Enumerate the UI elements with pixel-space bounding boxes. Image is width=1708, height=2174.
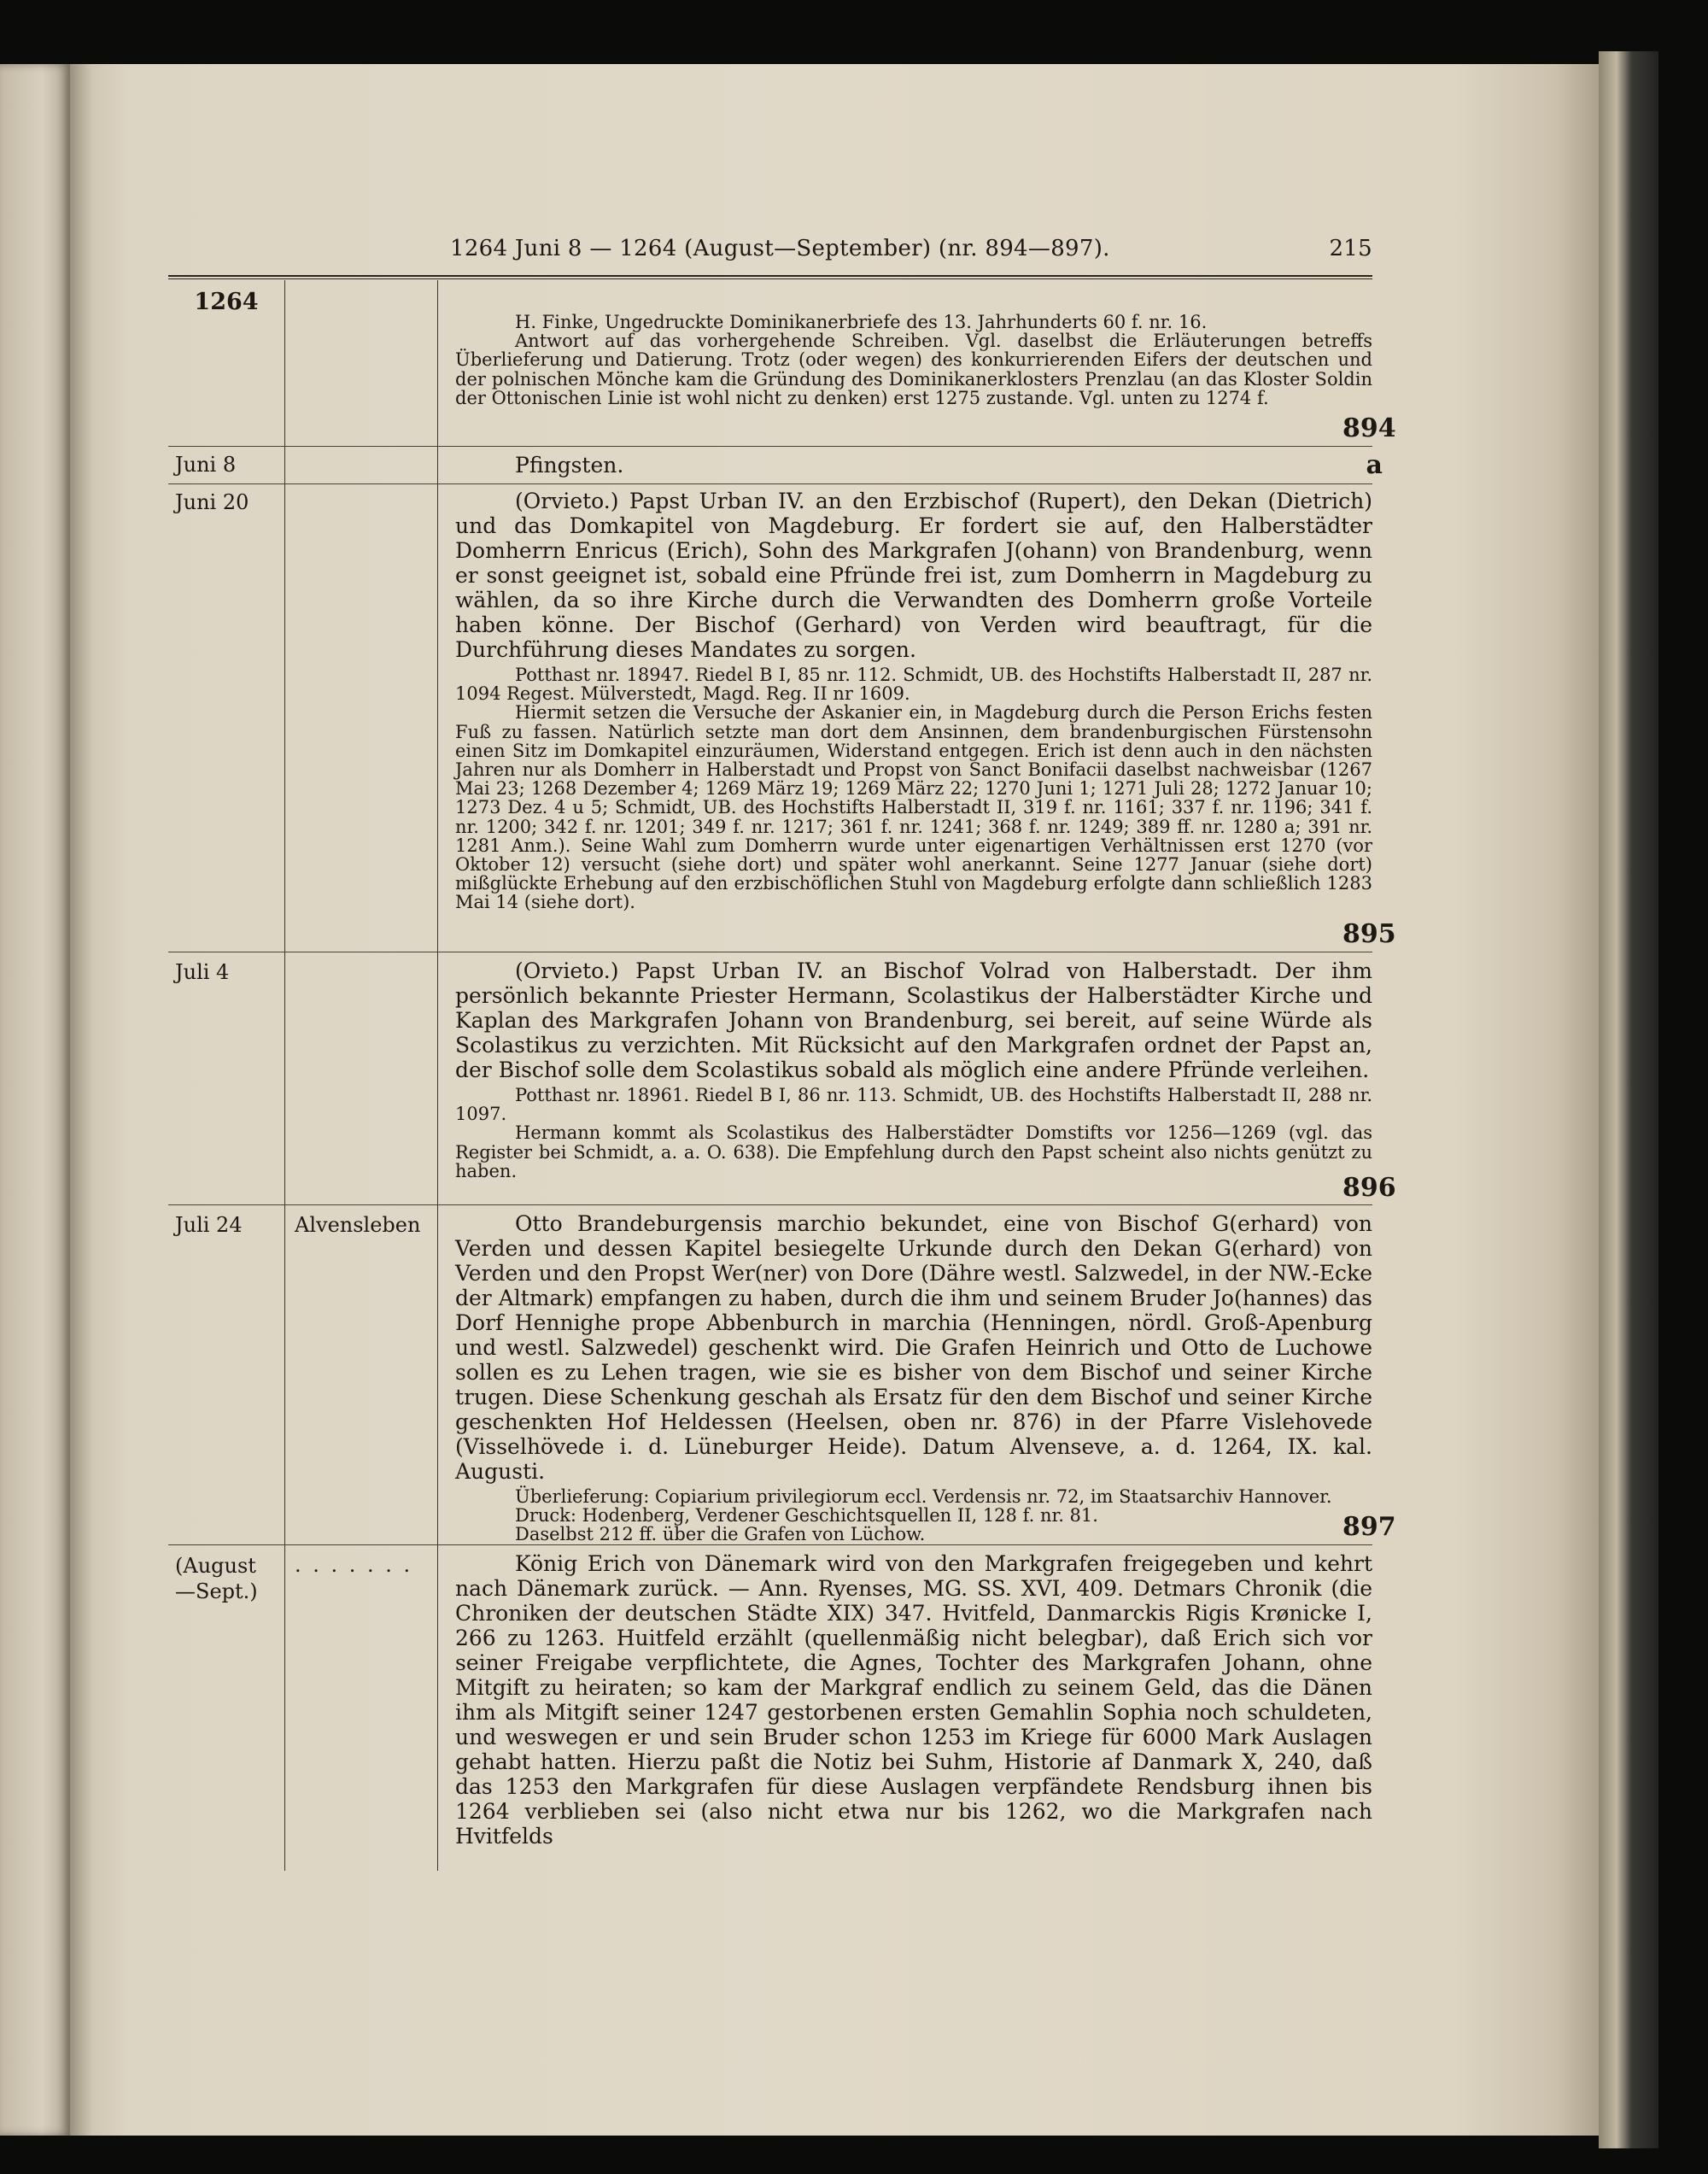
entry-897-note: Druck: Hodenberg, Verdener Geschichtsquellen II, 128 f. nr. 81. <box>515 1505 1098 1526</box>
entry-897-notes <box>455 1487 1372 1544</box>
entry-separator <box>168 1204 1372 1205</box>
page-number: 215 <box>1329 236 1372 261</box>
entry-897-note: Daselbst 212 ff. über die Grafen von Lüchow. <box>515 1524 926 1545</box>
entry-date-897: Juli 24 <box>175 1213 243 1237</box>
header-rule <box>168 275 1372 277</box>
entry-date-896: Juli 4 <box>175 960 230 984</box>
entry-number-894: 894 <box>1342 413 1396 443</box>
entry-895-text <box>455 489 1372 662</box>
entry-897-regest: Otto Brandeburgensis marchio bekundet, eine von Bischof G(erhard) von Verden und dessen Kapitel besiegelte Urkunde durch den Dekan G(erhard) von Verden und den Propst Wer(ner) von Dore (Dähre westl. Salzwedel, in der NW.-Ecke der Altmark) empfangen zu haben, durch die ihm und seinem Bruder Jo(hannes) das Dorf Hennighe prope Abbenburch in marchia (Henningen, nördl. Groß-Apenburg und westl. Salzwedel) geschenkt wird. Die Grafen Heinrich und Otto de Luchowe sollen es zu Lehen tragen, wie sie es bisher von dem Bischof und seiner Kirche trugen. Diese Schenkung geschah als Ersatz für den dem Bischof und seiner Kirche geschenkten Hof Heldessen (Heelsen, oben nr. 876) in der Pfarre Vislehovede (Visselhövede i. d. Lüneburger Heide). Datum Alvenseve, a. d. 1264, IX. kal. Augusti. <box>455 1211 1372 1484</box>
entry-895-note: Hiermit setzen die Versuche der Askanier ein, in Magdeburg durch die Person Erichs festen Fuß zu fassen. Natürlich setzte man dort dem Ansinnen, dem brandenburgischen Fürstensohn einen Sitz im Domkapitel einzuräumen, Widerstand entgegen. Erich ist denn auch in den nächsten Jahren nur als Domherr in Halberstadt und Propst von Sanct Bonifacii daselbst nachweisbar (1267 Mai 23; 1268 Dezember 4; 1269 März 19; 1269 März 22; 1270 Juni 1; 1271 Juli 28; 1272 Januar 10; 1273 Dez. 4 u 5; Schmidt, UB. des Hochstifts Halberstadt II, 319 f. nr. 1161; 337 f. nr. 1196; 341 f. nr. 1200; 342 f. nr. 1201; 349 f. nr. 1217; 361 f. nr. 1241; 368 f. nr. 1249; 389 ff. nr. 1280 a; 391 nr. 1281 Anm.). Seine Wahl zum Domherrn wurde unter eigenartigen Verhältnissen erst 1270 (vor Oktober 12) versucht (siehe dort) und später wohl anerkannt. Seine 1277 Januar (siehe dort) mißglückte Erhebung auf den erzbischöflichen Stuhl von Magdeburg erfolgte dann schließlich 1283 Mai 14 (siehe dort). <box>455 702 1372 913</box>
book-fore-edge <box>1599 51 1658 2148</box>
entry-date-894a: Juni 8 <box>175 453 237 477</box>
entry-separator <box>168 446 1372 447</box>
entry-894 <box>455 313 1372 407</box>
entry-894-note: H. Finke, Ungedruckte Dominikanerbriefe des 13. Jahrhunderts 60 f. nr. 16. <box>515 312 1208 332</box>
entry-897 <box>455 1211 1372 1544</box>
entry-894a <box>455 453 1372 478</box>
entry-898 <box>455 1551 1372 1849</box>
entry-895-regest: (Orvieto.) Papst Urban IV. an den Erzbischof (Rupert), den Dekan (Dietrich) und das Domkapitel von Magdeburg. Er fordert sie auf, den Halberstädter Domherrn Enricus (Erich), Sohn des Markgrafen J(ohann) von Brandenburg, wenn er sonst geeignet ist, sobald eine Pfründe frei ist, zum Domherrn in Magdeburg zu wählen, da so ihre Kirche durch die Verwandten des Domherrn große Vorteile haben könne. Der Bischof (Gerhard) von Verden wird beauftragt, für die Durchführung dieses Mandates zu sorgen. <box>455 489 1372 662</box>
entry-number-896: 896 <box>1342 1173 1396 1203</box>
entry-895-notes <box>455 665 1372 912</box>
entry-number-894a: a <box>1366 450 1383 480</box>
running-head <box>450 236 1372 267</box>
entry-894-notes <box>455 313 1372 407</box>
column-divider-place <box>437 280 438 1871</box>
entry-date-898: (August —Sept.) <box>175 1554 258 1603</box>
entry-number-897: 897 <box>1342 1512 1396 1542</box>
entry-897-note: Überlieferung: Copiarium privilegiorum eccl. Verdensis nr. 72, im Staatsarchiv Hannover. <box>515 1486 1332 1507</box>
entry-898-regest: König Erich von Dänemark wird von den Markgrafen freigegeben und kehrt nach Dänemark zurück. — Ann. Ryenses, MG. SS. XVI, 409. Detmars Chronik (die Chroniken der deutschen Städte XIX) 347. Hvitfeld, Danmarckis Rigis Krønicke I, 266 zu 1263. Huitfeld erzählt (quellenmäßig nicht belegbar), daß Erich sich vor seiner Freigabe verpflichtete, die Agnes, Tochter des Markgrafen Johann, ohne Mitgift zu heiraten; so kam der Markgraf endlich zu seinem Geld, das die Dänen ihm als Mitgift seiner 1247 gestorbenen ersten Gemahlin Sophia noch schuldeten, und weswegen er und sein Bruder schon 1253 im Kriege für 6000 Mark Auslagen gehabt hatten. Hierzu paßt die Notiz bei Suhm, Historie af Danmark X, 240, daß das 1253 den Markgrafen für diese Auslagen verpfändete Rendsburg ihnen bis 1264 verblieben sei (also nicht etwa nur bis 1262, wo die Markgrafen nach Hvitfelds <box>455 1551 1372 1849</box>
entry-896-notes <box>455 1086 1372 1181</box>
entry-number-895: 895 <box>1342 919 1396 949</box>
entry-894a-regest: Pfingsten. <box>515 453 624 478</box>
entry-separator <box>168 1544 1372 1545</box>
entry-895 <box>455 489 1372 912</box>
entry-897-text <box>455 1211 1372 1484</box>
entry-894a-text <box>455 453 1372 478</box>
entry-separator <box>168 483 1372 484</box>
entry-896-note: Hermann kommt als Scolastikus des Halberstädter Domstifts vor 1256—1269 (vgl. das Register bei Schmidt, a. a. O. 638). Die Empfehlung durch den Papst scheint also nichts genützt zu haben. <box>455 1122 1372 1181</box>
entry-895-note: Potthast nr. 18947. Riedel B I, 85 nr. 112. Schmidt, UB. des Hochstifts Halberstadt II, 287 nr. 1094 Regest. Mülverstedt, Magd. Reg. II nr 1609. <box>455 665 1372 705</box>
entry-896-note: Potthast nr. 18961. Riedel B I, 86 nr. 113. Schmidt, UB. des Hochstifts Halberstadt II, 288 nr. 1097. <box>455 1085 1372 1125</box>
entry-896-regest: (Orvieto.) Papst Urban IV. an Bischof Volrad von Halberstadt. Der ihm persönlich bekannte Priester Hermann, Scolastikus der Halberstädter Kirche und Kaplan des Markgrafen Johann von Brandenburg, sei bereit, auf seine Würde als Scolastikus zu verzichten. Mit Rücksicht auf den Markgrafen ordnet der Papst an, der Bischof solle dem Scolastikus sobald als möglich eine andere Pfründe verleihen. <box>455 958 1372 1082</box>
entry-894-note: Antwort auf das vorhergehende Schreiben. Vgl. daselbst die Erläuterungen betreffs Überlieferung und Datierung. Trotz (oder wegen) des konkurrierenden Eifers der deutschen und der polnischen Mönche kam die Gründung des Dominikanerklosters Prenzlau (an das Kloster Soldin der Ottonischen Linie ist wohl nicht zu denken) erst 1275 zustande. Vgl. unten zu 1274 f. <box>455 331 1372 408</box>
year-label: 1264 <box>194 289 259 315</box>
entry-898-text <box>455 1551 1372 1849</box>
facing-page-edge <box>0 64 70 2136</box>
running-head-title: 1264 Juni 8 — 1264 (August—September) (nr. 894—897). <box>450 236 1110 261</box>
entry-place-898: . . . . . . . <box>295 1553 413 1577</box>
entry-place-897: Alvensleben <box>295 1213 421 1237</box>
column-divider-date <box>284 280 285 1871</box>
entry-date-895: Juni 20 <box>175 490 249 514</box>
header-rule-thin <box>168 278 1372 279</box>
entry-896-text <box>455 958 1372 1082</box>
entry-896 <box>455 958 1372 1181</box>
